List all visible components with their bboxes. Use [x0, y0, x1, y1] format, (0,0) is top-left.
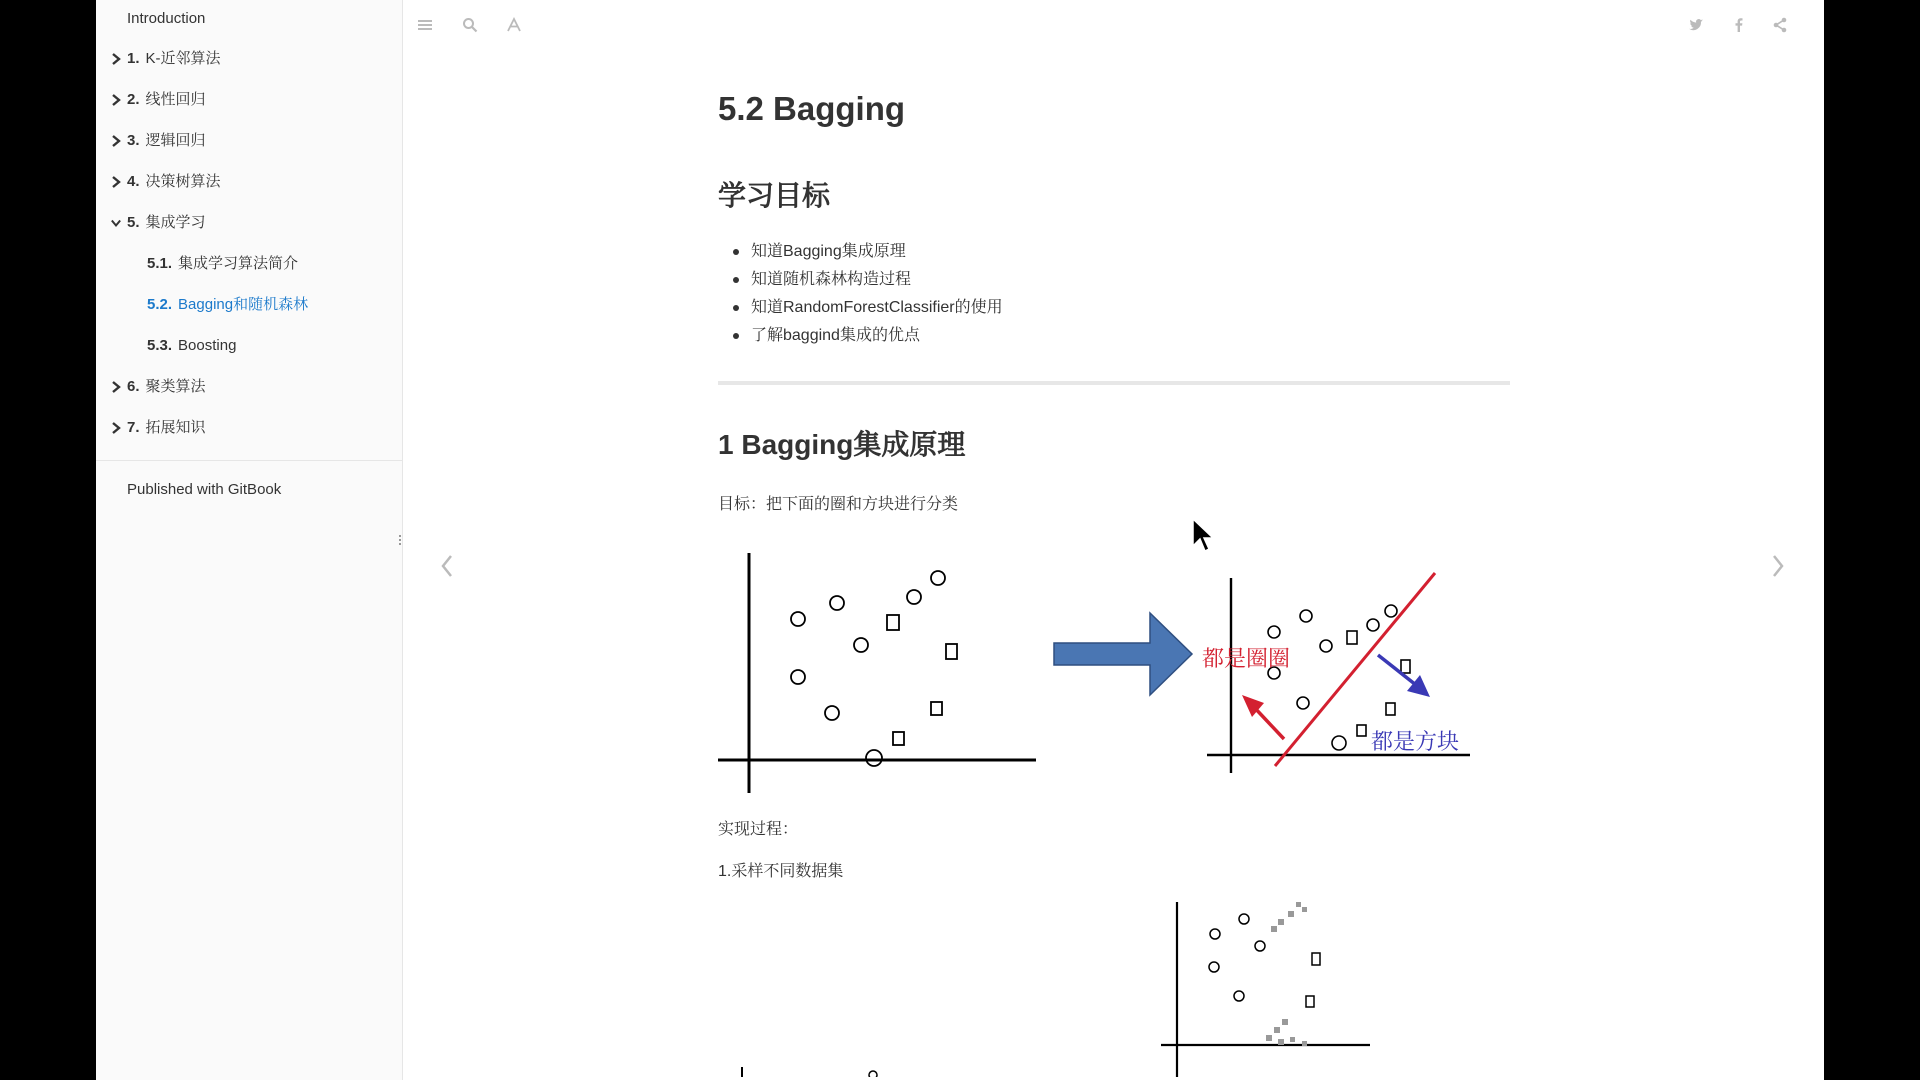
published-with-gitbook-link[interactable]: Published with GitBook	[127, 481, 282, 498]
sidebar-item-label: 集成学习算法简介	[178, 255, 299, 272]
sidebar-item-number: 7.	[127, 419, 140, 436]
objective-text: 目标：把下面的圈和方块进行分类	[718, 496, 959, 513]
list-item: 知道随机森林构造过程	[718, 266, 1510, 294]
sidebar-item-number: 4.	[127, 173, 140, 190]
sidebar-item-label: 集成学习	[145, 214, 206, 231]
sidebar	[96, 0, 403, 1080]
sidebar-item-number: 1.	[127, 50, 140, 67]
goals-heading: 学习目标	[718, 180, 831, 211]
sidebar-item-label: Bagging和随机森林	[178, 296, 309, 313]
transform-arrow	[1054, 613, 1192, 695]
facebook-icon[interactable]	[1728, 14, 1750, 36]
sidebar-item-extended-knowledge[interactable]	[96, 407, 402, 448]
font-settings-icon[interactable]	[503, 14, 525, 36]
menu-icon[interactable]	[414, 14, 436, 36]
sidebar-item-label: 拓展知识	[145, 419, 206, 436]
section-heading-bagging-principle: 1 Bagging集成原理	[718, 429, 966, 460]
left-plot	[718, 553, 1036, 793]
chevron-right-icon[interactable]	[109, 407, 123, 448]
squares-label: 都是方块	[1371, 730, 1460, 755]
sidebar-item-label: Introduction	[127, 10, 206, 27]
step1-text: 1.采样不同数据集	[718, 863, 844, 880]
sidebar-nav	[96, 0, 402, 448]
sidebar-item-ensemble-learning[interactable]	[96, 202, 402, 243]
twitter-icon[interactable]	[1685, 14, 1707, 36]
chevron-right-icon[interactable]	[109, 38, 123, 79]
sampling-figure	[718, 897, 1510, 1077]
sidebar-item-label: Boosting	[178, 337, 237, 354]
main-content-area	[403, 0, 1824, 1080]
list-item: 知道RandomForestClassifier的使用	[718, 294, 1510, 322]
sidebar-item-knn[interactable]	[96, 38, 402, 79]
sidebar-item-number: 5.2.	[147, 296, 173, 313]
sidebar-item-decision-tree[interactable]	[96, 161, 402, 202]
sidebar-item-linear-regression[interactable]	[96, 79, 402, 120]
gitbook-window	[96, 0, 1824, 1080]
chevron-right-icon[interactable]	[109, 161, 123, 202]
classification-figure	[718, 533, 1510, 793]
process-label: 实现过程：	[718, 821, 799, 838]
sidebar-item-number: 5.1.	[147, 255, 173, 272]
chevron-right-icon[interactable]	[109, 120, 123, 161]
goals-list	[718, 238, 1510, 350]
page-content	[718, 60, 1510, 1077]
sidebar-item-label: 决策树算法	[145, 173, 221, 190]
list-item: 了解baggind集成的优点	[718, 322, 1510, 350]
sidebar-item-number: 5.3.	[147, 337, 173, 354]
circles-label: 都是圈圈	[1202, 647, 1291, 672]
sidebar-item-label: 聚类算法	[145, 378, 206, 395]
sidebar-item-number: 3.	[127, 132, 140, 149]
list-item: 知道Bagging集成原理	[718, 238, 1510, 266]
previous-page-arrow[interactable]	[435, 548, 459, 584]
sidebar-resize-handle[interactable]	[398, 533, 402, 547]
chevron-down-icon[interactable]	[109, 202, 123, 243]
horizontal-rule	[718, 381, 1510, 385]
sidebar-item-label: K-近邻算法	[145, 50, 221, 67]
sidebar-item-bagging-random-forest[interactable]	[96, 284, 402, 325]
sidebar-item-boosting[interactable]	[96, 325, 402, 366]
sidebar-item-label: 逻辑回归	[145, 132, 206, 149]
sidebar-item-label: 线性回归	[145, 91, 206, 108]
search-icon[interactable]	[459, 14, 481, 36]
mouse-cursor	[1192, 518, 1214, 554]
sidebar-item-number: 5.	[127, 214, 140, 231]
sidebar-divider	[96, 460, 402, 461]
page-title: 5.2 Bagging	[718, 90, 906, 127]
sidebar-item-number: 6.	[127, 378, 140, 395]
share-icon[interactable]	[1769, 14, 1791, 36]
sidebar-item-number: 2.	[127, 91, 140, 108]
chevron-right-icon[interactable]	[109, 366, 123, 407]
next-page-arrow[interactable]	[1766, 548, 1790, 584]
sidebar-item-clustering[interactable]	[96, 366, 402, 407]
chevron-right-icon[interactable]	[109, 79, 123, 120]
sidebar-item-introduction[interactable]	[96, 0, 402, 38]
right-plot	[1202, 573, 1470, 773]
sidebar-item-ensemble-intro[interactable]	[96, 243, 402, 284]
sidebar-item-logistic-regression[interactable]	[96, 120, 402, 161]
